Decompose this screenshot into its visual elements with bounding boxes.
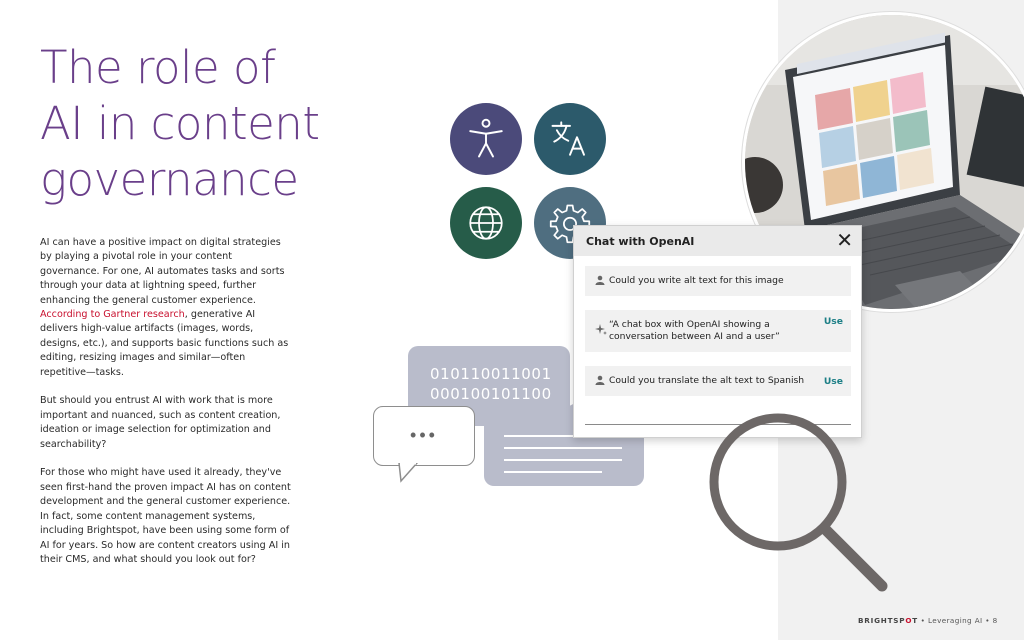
footer-separator: • <box>920 616 926 625</box>
use-button[interactable]: Use <box>823 375 843 387</box>
chat-message <box>585 266 851 296</box>
gartner-research-link[interactable]: According to Gartner research <box>40 309 185 321</box>
footer-separator: • <box>985 616 990 625</box>
accessibility-icon <box>450 103 522 175</box>
binary-line-1: 010110011001 <box>430 365 552 383</box>
chat-message <box>585 366 851 396</box>
binary-line-2: 000100101100 <box>430 385 552 403</box>
brand-logo: BRIGHTSPOT <box>858 616 918 625</box>
message-text: Could you write alt text for this image <box>609 275 784 286</box>
ai-sparkle-icon <box>595 324 609 339</box>
dots-bubble-tail <box>397 463 419 483</box>
paragraph-2: But should you entrust AI with work that is more important and nuanced, such as content creation, ideation or image selection for optimization and searchability? <box>40 395 281 450</box>
message-text: Could you translate the alt text to Spanish <box>609 375 805 386</box>
close-icon[interactable]: ✕ <box>836 230 853 252</box>
page-footer <box>858 616 998 625</box>
title-line-3: governance <box>40 153 299 206</box>
user-icon <box>595 375 609 388</box>
globe-icon <box>450 187 522 259</box>
openai-chat-window <box>573 225 862 438</box>
magnifier-icon <box>706 410 896 600</box>
title-line-2: AI in content <box>40 97 320 150</box>
chat-title: Chat with OpenAI <box>586 234 695 248</box>
paragraph-1-text-end: , generative AI delivers high-value artifacts (images, words, designs, etc.), and supports basic functions such as editing, resizing images and similar—often repetitive—tasks. <box>40 309 289 378</box>
page-title <box>40 40 400 208</box>
body-text <box>40 236 292 582</box>
paragraph-1-text: AI can have a positive impact on digital strategies by playing a pivotal role in your content governance. For one, AI automates tasks and sorts through your data at lightning speed, further enhancing the general customer experience. <box>40 237 285 306</box>
footer-section: Leveraging AI <box>928 616 983 625</box>
typing-dots-bubble: ••• <box>373 406 475 466</box>
use-button[interactable]: Use <box>823 316 843 327</box>
translate-icon <box>534 103 606 175</box>
user-icon <box>595 275 609 288</box>
paragraph-3: For those who might have used it already, they've seen first-hand the proven impact AI has on content development and the general customer experience. In fact, some content management systems, including Brightspot, have been using some form of AI for years. So how are content creators using AI in their CMS, and what should you look out for? <box>40 467 291 565</box>
chat-header <box>574 226 861 256</box>
chat-message <box>585 310 851 352</box>
message-text: “A chat box with OpenAI showing a conversation between AI and a user” <box>609 319 780 342</box>
title-line-1: The role of <box>40 41 276 94</box>
paragraph-1 <box>40 236 292 380</box>
page-number: 8 <box>992 616 998 625</box>
